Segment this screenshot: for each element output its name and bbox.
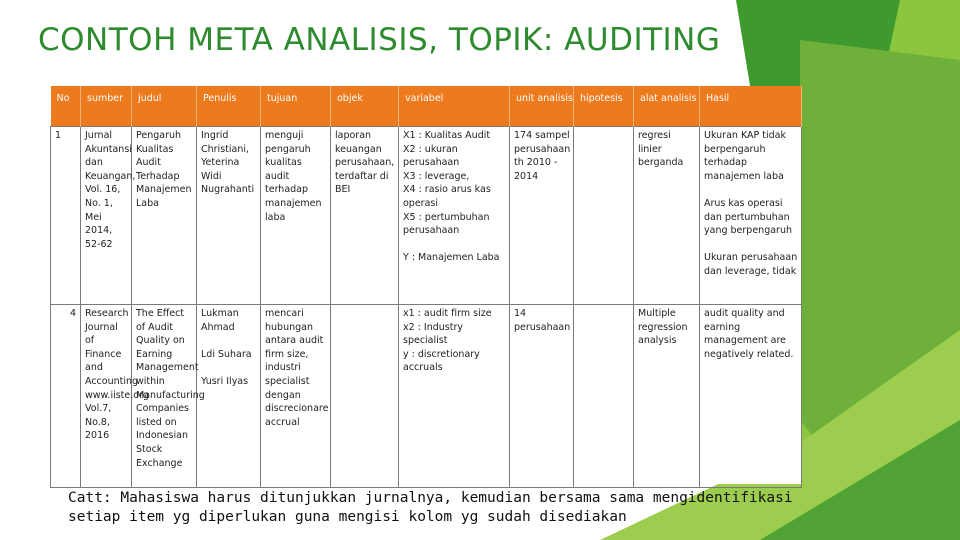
- col-header-alat-analisis: alat analisis: [634, 86, 700, 127]
- cell-judul: The Effect of Audit Quality on Earning Management within Manufacturing Companies listed on Indonesian Stock Exchange: [132, 305, 197, 488]
- cell-penulis: Ingrid Christiani, Yeterina Widi Nugrahanti: [197, 127, 261, 305]
- col-header-unit-analisis: unit analisis: [510, 86, 574, 127]
- cell-unit-analisis: 14 perusahaan: [510, 305, 574, 488]
- cell-alat-analisis: regresi linier berganda: [634, 127, 700, 305]
- cell-hipotesis: [574, 305, 634, 488]
- col-header-no: No: [51, 86, 81, 127]
- col-header-variabel: variabel: [399, 86, 510, 127]
- cell-hipotesis: [574, 127, 634, 305]
- cell-judul: Pengaruh Kualitas Audit Terhadap Manajemen Laba: [132, 127, 197, 305]
- col-header-judul: judul: [132, 86, 197, 127]
- col-header-objek: objek: [331, 86, 399, 127]
- col-header-hipotesis: hipotesis: [574, 86, 634, 127]
- cell-objek: laporan keuangan perusahaan, terdaftar di BEI: [331, 127, 399, 305]
- cell-sumber: Jurnal Akuntansi dan Keuangan, Vol. 16, No. 1, Mei 2014, 52-62: [81, 127, 132, 305]
- meta-analysis-table: [50, 86, 802, 488]
- cell-variabel: x1 : audit firm size x2 : Industry specialist y : discretionary accruals: [399, 305, 510, 488]
- col-header-sumber: sumber: [81, 86, 132, 127]
- col-header-hasil: Hasil: [700, 86, 802, 127]
- cell-hasil: audit quality and earning management are negatively related.: [700, 305, 802, 488]
- cell-objek: [331, 305, 399, 488]
- cell-no: 1: [51, 127, 81, 305]
- cell-no: 4: [51, 305, 81, 488]
- cell-tujuan: mencari hubungan antara audit firm size, industri specialist dengan discrecionare accrual: [261, 305, 331, 488]
- cell-penulis: Lukman Ahmad Ldi Suhara Yusri Ilyas: [197, 305, 261, 488]
- table-row: [51, 127, 802, 305]
- cell-tujuan: menguji pengaruh kualitas audit terhadap manajemen laba: [261, 127, 331, 305]
- table-row: [51, 305, 802, 488]
- page-title: CONTOH META ANALISIS, TOPIK: AUDITING: [38, 22, 721, 58]
- cell-alat-analisis: Multiple regression analysis: [634, 305, 700, 488]
- cell-hasil: Ukuran KAP tidak berpengaruh terhadap manajemen laba Arus kas operasi dan pertumbuhan yang berpengaruh Ukuran perusahaan dan leverage, tidak: [700, 127, 802, 305]
- meta-analysis-table-image: [50, 86, 801, 484]
- cell-variabel: X1 : Kualitas Audit X2 : ukuran perusahaan X3 : leverage, X4 : rasio arus kas operasi X5 : pertumbuhan perusahaan Y : Manajemen Laba: [399, 127, 510, 305]
- cell-unit-analisis: 174 sampel perusahaan th 2010 - 2014: [510, 127, 574, 305]
- col-header-tujuan: tujuan: [261, 86, 331, 127]
- col-header-penulis: Penulis: [197, 86, 261, 127]
- instruction-note: Catt: Mahasiswa harus ditunjukkan jurnalnya, kemudian bersama sama mengidentifikasi setiap item yg diperlukan guna mengisi kolom yg sudah disediakan: [68, 490, 793, 525]
- cell-sumber: Research Journal of Finance and Accounting www.iiste.org Vol.7, No.8, 2016: [81, 305, 132, 488]
- table-header-row: [51, 86, 802, 127]
